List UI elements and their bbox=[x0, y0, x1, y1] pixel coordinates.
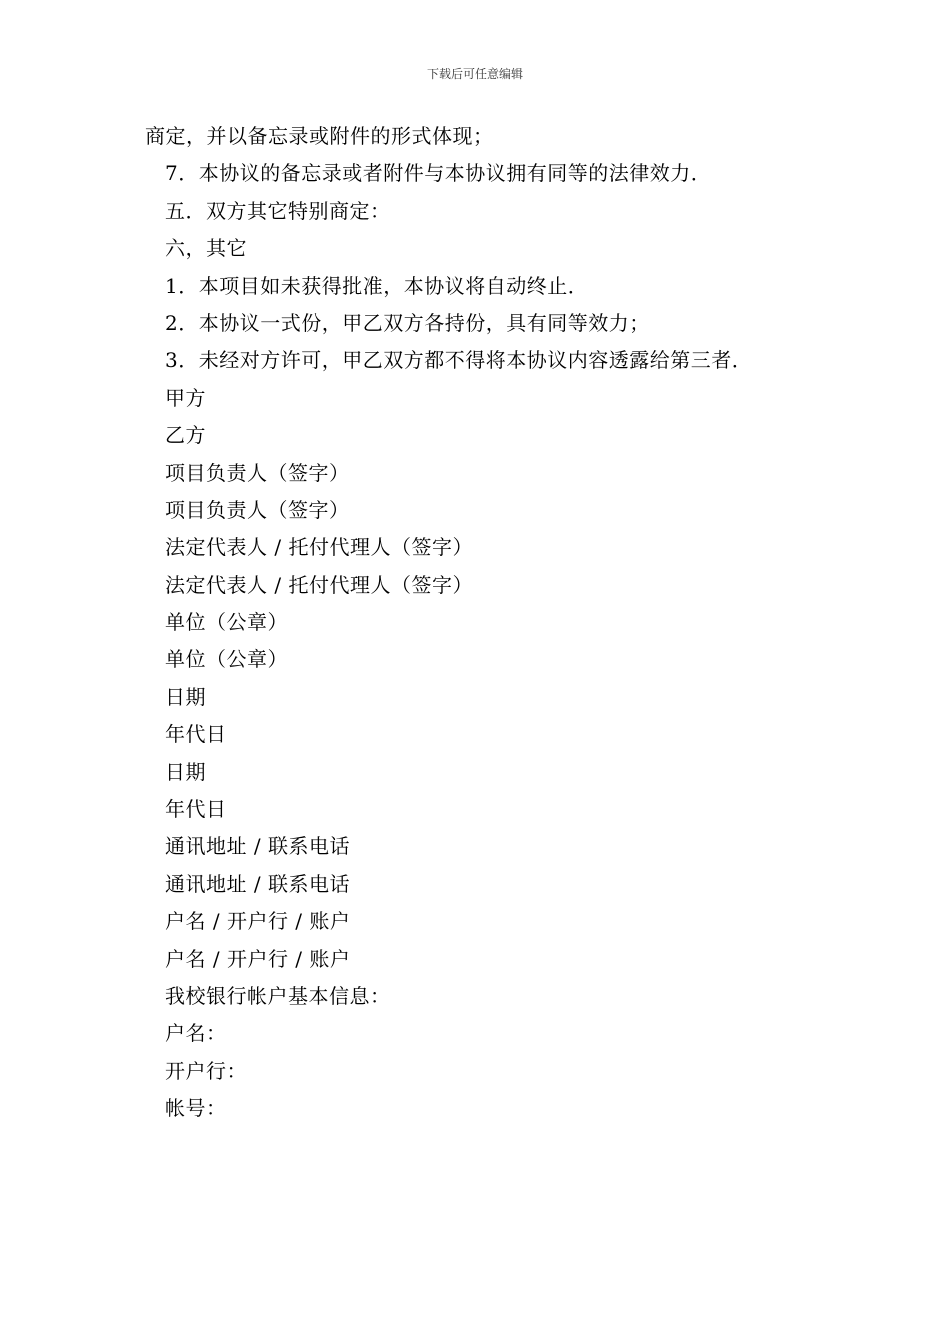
text-line: 五．双方其它特别商定： bbox=[165, 198, 391, 223]
text-line: 商定，并以备忘录或附件的形式体现； bbox=[145, 124, 494, 148]
text-line: 年代日 bbox=[165, 797, 227, 822]
text-line: 日期 bbox=[165, 684, 206, 709]
text-line: 户名 / 开户行 / 账户 bbox=[165, 946, 351, 971]
page-header: 下载后可任意编辑 bbox=[426, 67, 523, 81]
text-line: 单位（公章） bbox=[165, 647, 288, 672]
text-line: 1．本项目如未获得批准，本协议将自动终止． bbox=[165, 273, 589, 298]
text-line: 我校银行帐户基本信息： bbox=[165, 983, 391, 1008]
text-line: 乙方 bbox=[165, 423, 206, 448]
document-body bbox=[145, 118, 845, 1128]
text-line: 日期 bbox=[165, 759, 206, 784]
text-line: 2．本协议一式份，甲乙双方各持份，具有同等效力； bbox=[165, 310, 650, 335]
text-line: 项目负责人（签字） bbox=[165, 460, 350, 485]
text-line: 开户行： bbox=[165, 1058, 247, 1083]
text-line: 7．本协议的备忘录或者附件与本协议拥有同等的法律效力． bbox=[165, 161, 712, 186]
text-line: 单位（公章） bbox=[165, 610, 288, 635]
text-line: 3．未经对方许可，甲乙双方都不得将本协议内容透露给第三者． bbox=[165, 348, 753, 373]
text-line: 帐号： bbox=[165, 1096, 227, 1121]
text-line: 项目负责人（签字） bbox=[165, 497, 350, 522]
text-line: 法定代表人 / 托付代理人（签字） bbox=[165, 535, 473, 560]
text-line: 通讯地址 / 联系电话 bbox=[165, 871, 350, 896]
text-line: 六，其它 bbox=[165, 236, 247, 261]
text-line: 法定代表人 / 托付代理人（签字） bbox=[165, 572, 473, 597]
text-line: 户名 / 开户行 / 账户 bbox=[165, 909, 351, 934]
text-line: 户名： bbox=[165, 1021, 227, 1046]
text-line: 年代日 bbox=[165, 722, 227, 747]
text-line: 通讯地址 / 联系电话 bbox=[165, 834, 350, 859]
text-line: 甲方 bbox=[165, 385, 206, 410]
